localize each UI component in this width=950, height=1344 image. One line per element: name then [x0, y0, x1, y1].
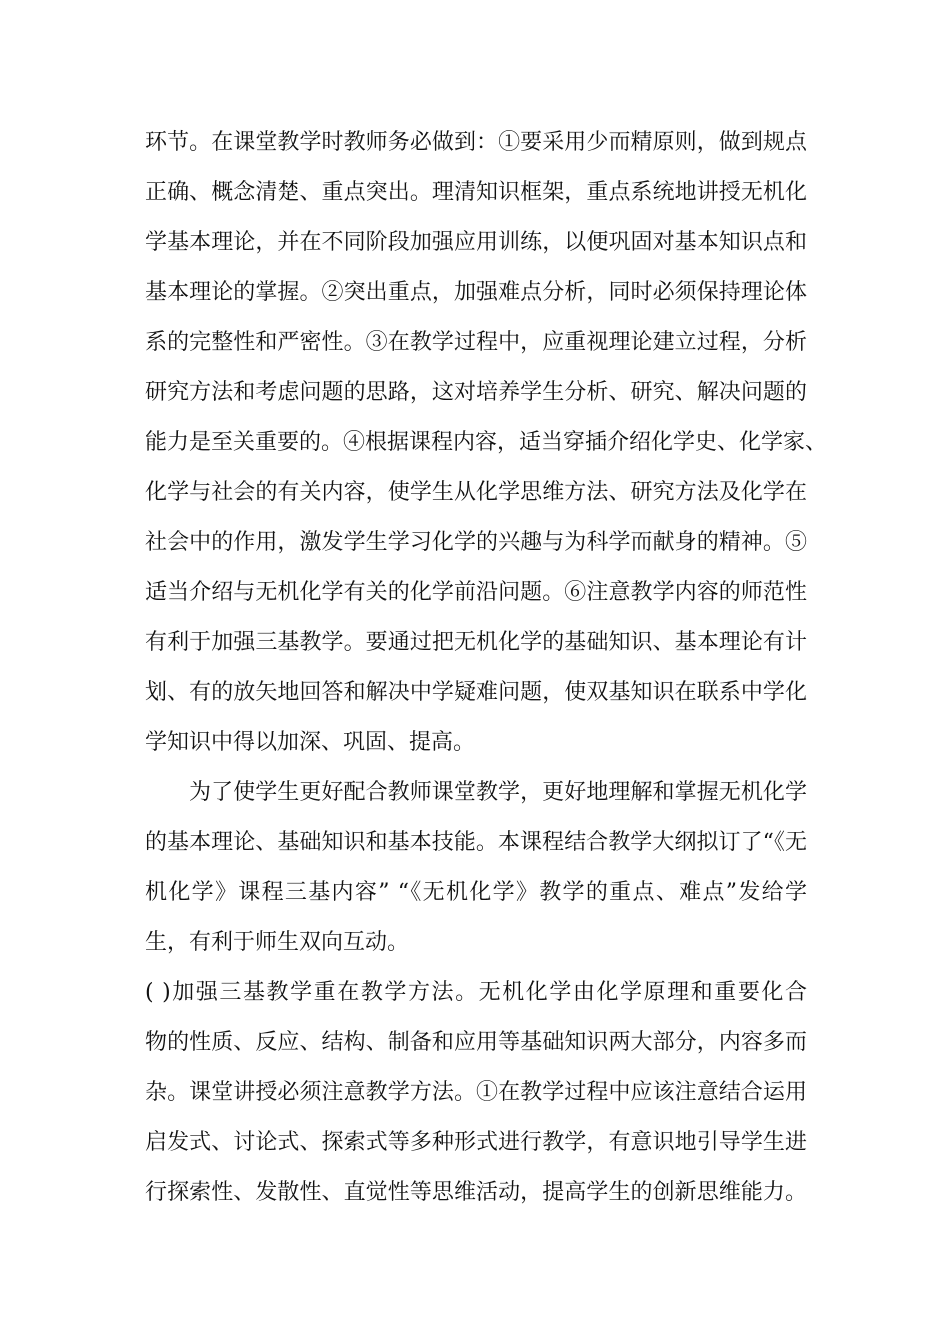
text-line: 研究方法和考虑问题的思路，这对培养学生分析、研究、解决问题的	[145, 380, 807, 405]
text-line: 机化学》课程三基内容” “《无机化学》教学的重点、难点”发给学	[145, 880, 807, 905]
text-line: 启发式、讨论式、探索式等多种形式进行教学，有意识地引导学生进	[145, 1130, 807, 1155]
text-line: 杂。课堂讲授必须注意教学方法。①在教学过程中应该注意结合运用	[145, 1080, 807, 1105]
text-line: 正确、概念清楚、重点突出。理清知识框架，重点系统地讲授无机化	[145, 180, 807, 205]
text-line: 适当介绍与无机化学有关的化学前沿问题。⑥注意教学内容的师范性	[145, 580, 807, 605]
text-line: 能力是至关重要的。④根据课程内容，适当穿插介绍化学史、化学家、	[145, 430, 828, 455]
body-text	[145, 118, 828, 1218]
text-line: 系的完整性和严密性。③在教学过程中，应重视理论建立过程，分析	[145, 330, 807, 355]
text-line: 化学与社会的有关内容，使学生从化学思维方法、研究方法及化学在	[145, 480, 807, 505]
text-line: 的基本理论、基础知识和基本技能。本课程结合教学大纲拟订了“《无	[145, 830, 807, 855]
text-line: 生，有利于师生双向互动。	[145, 930, 410, 955]
text-line: 社会中的作用，激发学生学习化学的兴趣与为科学而献身的精神。⑤	[145, 530, 807, 555]
text-line: 为了使学生更好配合教师课堂教学，更好地理解和掌握无机化学	[189, 780, 807, 805]
text-line: 学基本理论，并在不同阶段加强应用训练，以便巩固对基本知识点和	[145, 230, 807, 255]
text-line: 有利于加强三基教学。要通过把无机化学的基础知识、基本理论有计	[145, 630, 807, 655]
text-line: ( )加强三基教学重在教学方法。无机化学由化学原理和重要化合	[145, 980, 807, 1005]
text-line: 划、有的放矢地回答和解决中学疑难问题，使双基知识在联系中学化	[145, 680, 807, 705]
text-line: 环节。在课堂教学时教师务必做到：①要采用少而精原则，做到规点	[145, 130, 807, 155]
text-line: 物的性质、反应、结构、制备和应用等基础知识两大部分，内容多而	[145, 1030, 807, 1055]
text-line: 基本理论的掌握。②突出重点，加强难点分析，同时必须保持理论体	[145, 280, 807, 305]
text-line: 行探索性、发散性、直觉性等思维活动，提高学生的创新思维能力。	[145, 1180, 807, 1205]
text-line: 学知识中得以加深、巩固、提高。	[145, 730, 476, 755]
